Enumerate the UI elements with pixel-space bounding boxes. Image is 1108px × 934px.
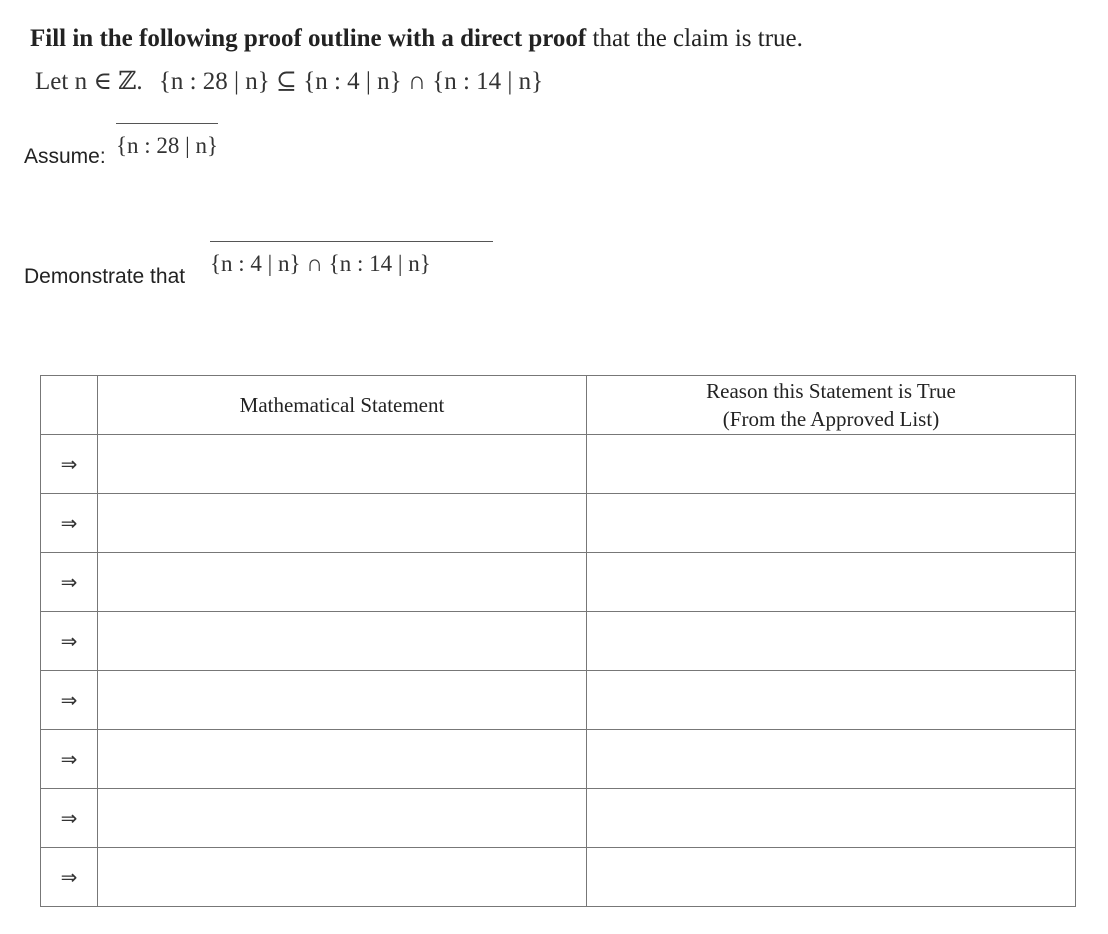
header-reason-line2: (From the Approved List)	[722, 407, 940, 431]
reason-cell[interactable]	[587, 730, 1076, 789]
table-row	[41, 553, 1076, 612]
statement-cell[interactable]	[98, 553, 587, 612]
implies-arrow-icon: ⇒	[41, 612, 98, 671]
statement-cell[interactable]	[98, 612, 587, 671]
reason-cell[interactable]	[587, 671, 1076, 730]
reason-cell[interactable]	[587, 848, 1076, 907]
instructions-rest: that the claim is true.	[586, 25, 803, 52]
instructions-text	[30, 25, 803, 53]
table-row	[41, 612, 1076, 671]
statement-cell[interactable]	[98, 435, 587, 494]
header-reason	[587, 376, 1076, 435]
implies-arrow-icon: ⇒	[41, 553, 98, 612]
statement-cell[interactable]	[98, 730, 587, 789]
instructions-bold: Fill in the following proof outline with a direct proof	[30, 25, 587, 52]
implies-arrow-icon: ⇒	[41, 494, 98, 553]
proof-table	[40, 375, 1076, 907]
statement-cell[interactable]	[98, 848, 587, 907]
table-row	[41, 494, 1076, 553]
statement-cell[interactable]	[98, 671, 587, 730]
table-row	[41, 789, 1076, 848]
reason-cell[interactable]	[587, 789, 1076, 848]
reason-cell[interactable]	[587, 553, 1076, 612]
table-row	[41, 671, 1076, 730]
implies-arrow-icon: ⇒	[41, 435, 98, 494]
implies-arrow-icon: ⇒	[41, 671, 98, 730]
statement-cell[interactable]	[98, 494, 587, 553]
assume-value[interactable]: {n : 28 | n}	[116, 123, 218, 159]
demonstrate-value[interactable]: {n : 4 | n} ∩ {n : 14 | n}	[210, 241, 493, 277]
statement-cell[interactable]	[98, 789, 587, 848]
proof-table-header	[41, 376, 1076, 435]
reason-cell[interactable]	[587, 494, 1076, 553]
table-row	[41, 730, 1076, 789]
reason-cell[interactable]	[587, 435, 1076, 494]
implies-arrow-icon: ⇒	[41, 730, 98, 789]
assume-label: Assume:	[24, 145, 106, 168]
header-statement: Mathematical Statement	[98, 376, 587, 435]
claim-line	[35, 66, 543, 96]
demonstrate-label: Demonstrate that	[24, 265, 186, 288]
header-arrow-column	[41, 376, 98, 435]
reason-cell[interactable]	[587, 612, 1076, 671]
header-reason-line1: Reason this Statement is True	[706, 379, 956, 403]
table-row	[41, 848, 1076, 907]
claim-intro: Let n ∈ ℤ.	[35, 68, 143, 95]
table-row	[41, 435, 1076, 494]
claim-statement: {n : 28 | n} ⊆ {n : 4 | n} ∩ {n : 14 | n}	[158, 68, 544, 95]
implies-arrow-icon: ⇒	[41, 848, 98, 907]
implies-arrow-icon: ⇒	[41, 789, 98, 848]
